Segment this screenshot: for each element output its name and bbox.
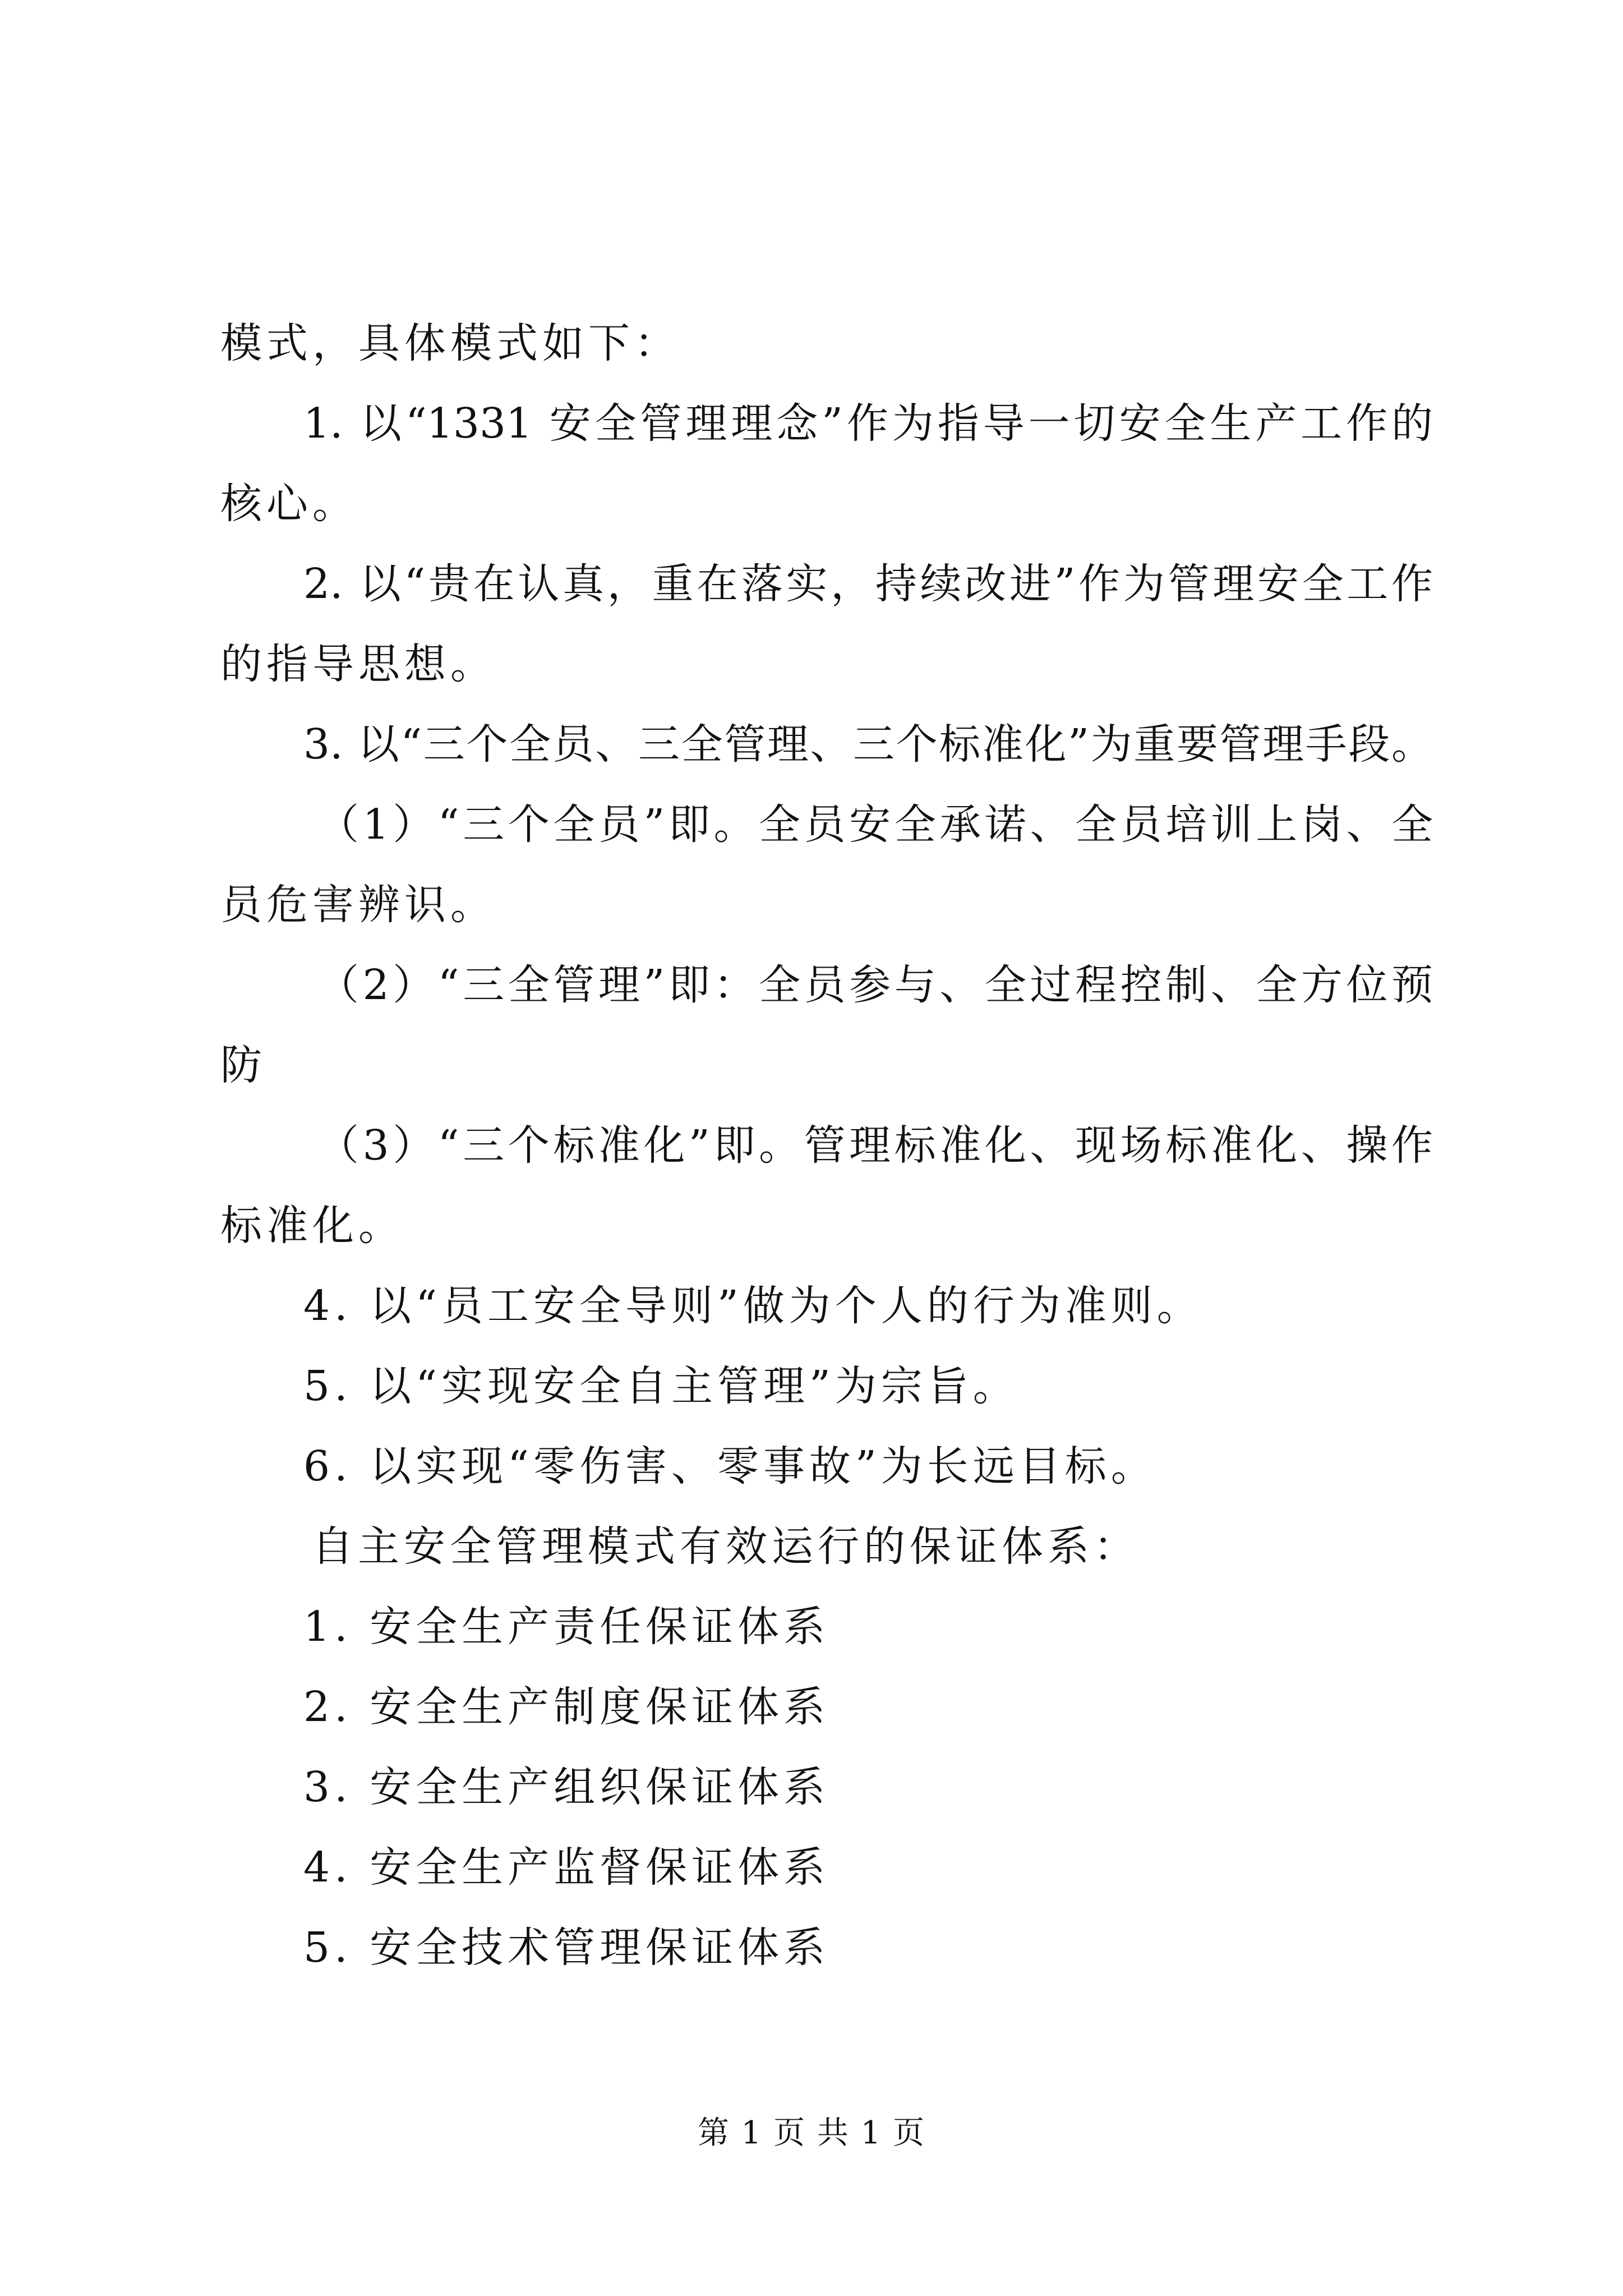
text-line-19: 3. 安全生产组织保证体系 <box>303 1763 830 1811</box>
text-line-12: 标准化。 <box>220 1202 404 1250</box>
text-line-3: 核心。 <box>220 480 358 528</box>
text-line-6: 3. 以“三个全员、三全管理、三个标准化”为重要管理手段。 <box>303 720 1433 769</box>
text-line-13: 4. 以“员工安全导则”做为个人的行为准则。 <box>303 1282 1203 1330</box>
text-line-10: 防 <box>220 1041 266 1089</box>
text-line-15: 6. 以实现“零伤害、零事故”为长远目标。 <box>303 1442 1157 1490</box>
text-line-1: 模式，具体模式如下： <box>220 319 680 367</box>
text-line-8: 员危害辨识。 <box>220 881 496 929</box>
text-line-14: 5. 以“实现安全自主管理”为宗旨。 <box>303 1362 1019 1410</box>
text-line-7: （1）“三个全员”即。全员安全承诺、全员培训上岗、全 <box>317 800 1433 849</box>
page-indicator: 第 1 页 共 1 页 <box>697 2115 926 2151</box>
text-line-9: （2）“三全管理”即：全员参与、全过程控制、全方位预 <box>317 961 1433 1009</box>
text-line-20: 4. 安全生产监督保证体系 <box>303 1843 830 1892</box>
text-line-18: 2. 安全生产制度保证体系 <box>303 1683 830 1731</box>
text-line-5: 的指导思想。 <box>220 640 496 688</box>
text-line-17: 1. 安全生产责任保证体系 <box>303 1603 830 1651</box>
text-line-21: 5. 安全技术管理保证体系 <box>303 1924 830 1972</box>
text-line-4: 2. 以“贵在认真，重在落实，持续改进”作为管理安全工作 <box>303 560 1433 608</box>
text-line-11: （3）“三个标准化”即。管理标准化、现场标准化、操作 <box>317 1121 1433 1170</box>
text-line-2: 1. 以“1331 安全管理理念”作为指导一切安全生产工作的 <box>303 399 1433 448</box>
text-line-16: 自主安全管理模式有效运行的保证体系： <box>312 1522 1140 1571</box>
